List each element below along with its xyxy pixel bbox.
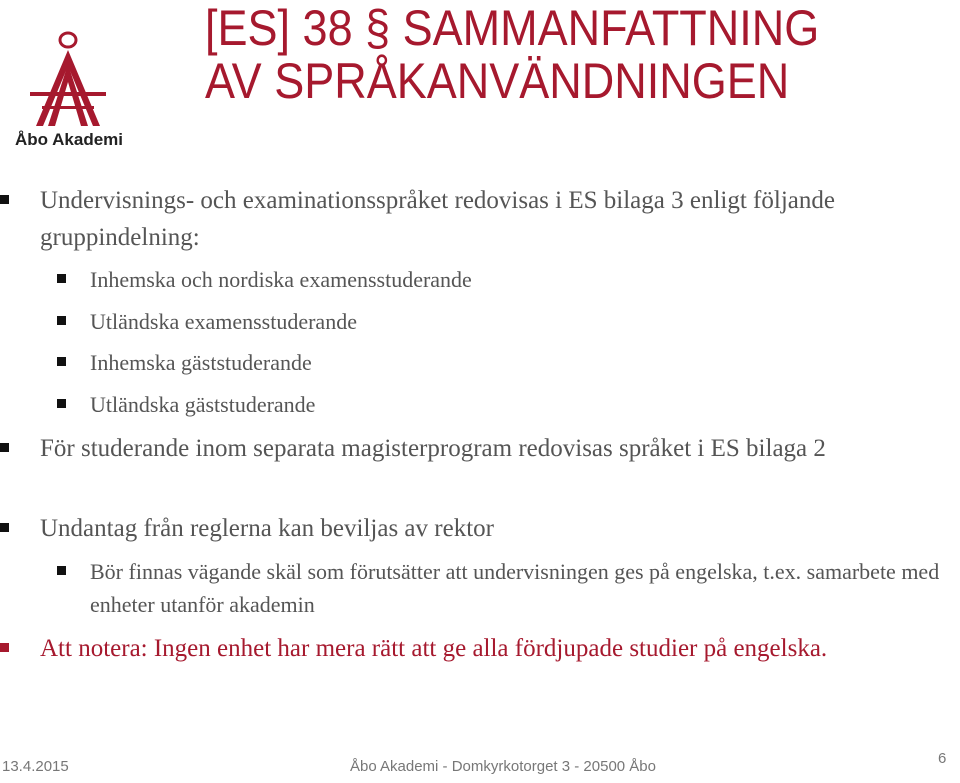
list-item-highlight [40, 630, 945, 667]
logo [12, 30, 132, 152]
list-item [90, 555, 940, 621]
list-item-text: Inhemska och nordiska examensstuderande [90, 267, 472, 292]
list-item-text: Utländska examensstuderande [90, 309, 357, 334]
list-item [90, 346, 940, 379]
list-item-text: Bör finnas vägande skäl som förutsätter att undervisningen ges på engelska, t.ex. samarbete med enheter utanför akademin [90, 559, 940, 617]
square-bullet-icon [57, 357, 66, 366]
title-line-2: AV SPRÅKANVÄNDNINGEN [205, 53, 790, 109]
square-bullet-icon [57, 566, 66, 575]
list-item [40, 510, 945, 547]
list-item-text: För studerande inom separata magisterprogram redovisas språket i ES bilaga 2 [40, 435, 826, 462]
list-item [40, 430, 945, 467]
list-item-text: Utländska gäststuderande [90, 392, 316, 417]
title-line-1: [ES] 38 § SAMMANFATTNING [205, 0, 820, 56]
list-item [90, 388, 940, 421]
list-item [40, 182, 945, 256]
list-item [90, 305, 940, 338]
page-number: 6 [938, 750, 947, 767]
square-bullet-icon [0, 195, 9, 204]
logo-text: Åbo Akademi [15, 130, 124, 149]
list-item-text: Att notera: Ingen enhet har mera rätt att ge alla fördjupade studier på engelska. [40, 635, 828, 662]
square-bullet-icon [57, 274, 66, 283]
square-bullet-icon [57, 399, 66, 408]
abo-akademi-logo-icon [26, 30, 110, 128]
square-bullet-icon [0, 643, 9, 652]
list-item-text: Undantag från reglerna kan beviljas av rektor [40, 515, 494, 542]
slide-title [205, 2, 871, 108]
list-item-text: Inhemska gäststuderande [90, 350, 312, 375]
square-bullet-icon [0, 523, 9, 532]
footer-address: Åbo Akademi - Domkyrkotorget 3 - 20500 Åbo [350, 758, 656, 775]
footer-date: 13.4.2015 [2, 758, 69, 775]
square-bullet-icon [0, 443, 9, 452]
square-bullet-icon [57, 316, 66, 325]
list-item [90, 263, 940, 296]
list-item-text: Undervisnings- och examinationsspråket redovisas i ES bilaga 3 enligt följande gruppindelning: [40, 187, 835, 251]
